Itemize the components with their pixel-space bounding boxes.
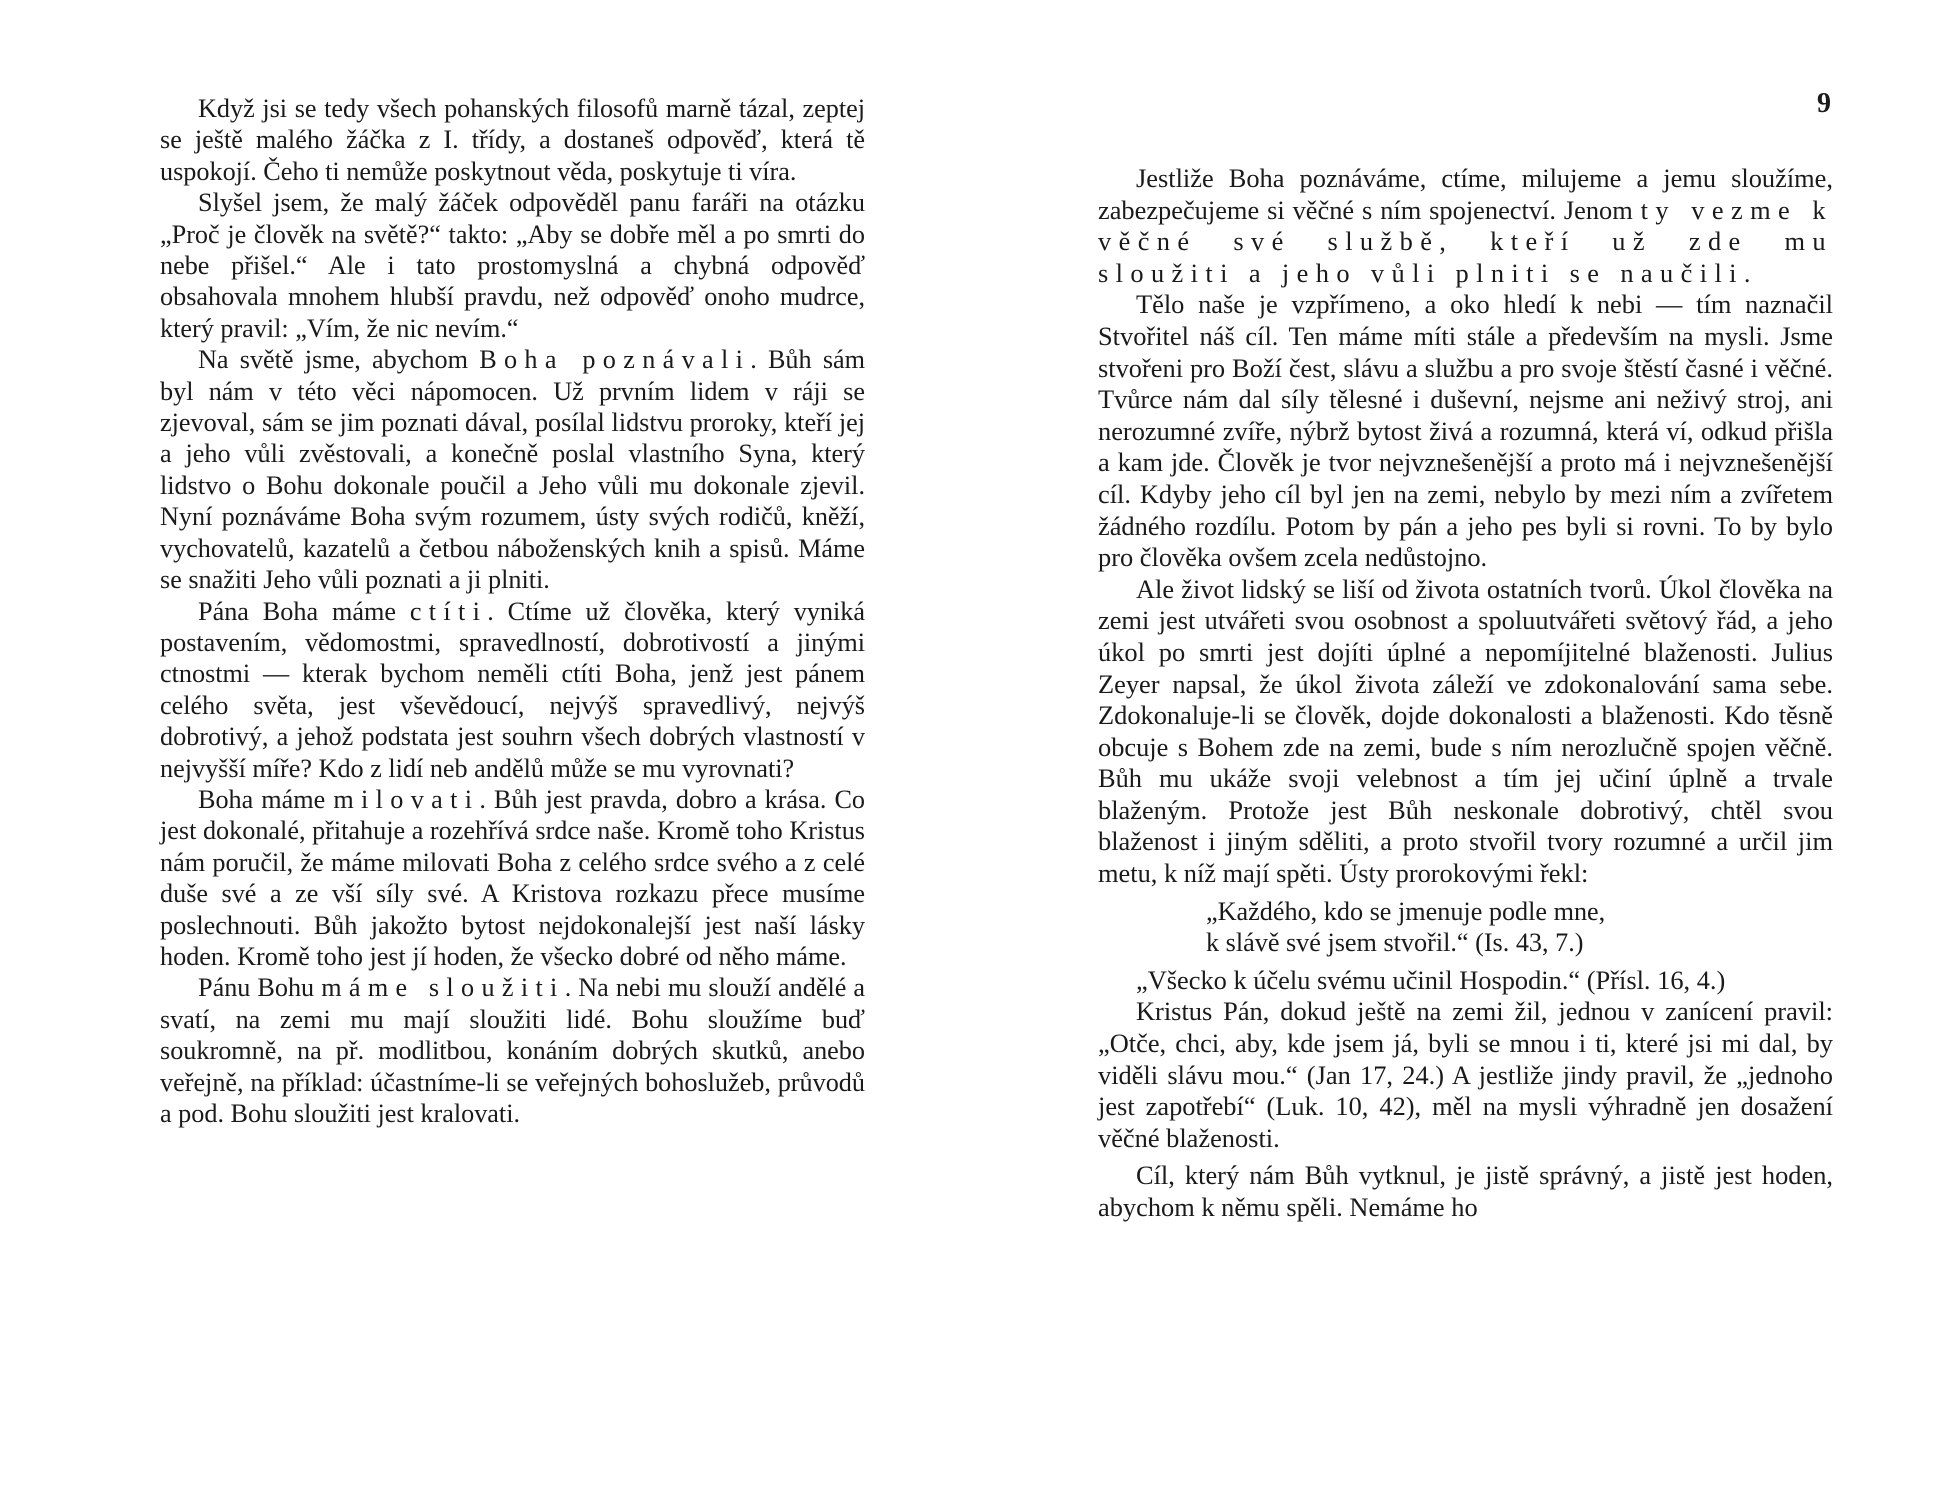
page-number: 9 [1817, 88, 1831, 119]
paragraph: Slyšel jsem, že malý žáček odpověděl panu faráři na otázku „Proč je člověk na světě?“ takto: „Aby se dobře měl a po smrti do nebe přišel.“ Ale i tato prostomyslná a chybná odpověď obsahovala mnohem hlubší pravdu, než odpověď onoho mudrce, který pravil: „Vím, že nic nevím.“ [160, 188, 865, 343]
emphasis-spaced: ty vezme k věčné své službě, kteří už zde mu sloužiti a jeho vůli plniti se naučili [1098, 194, 1833, 288]
paragraph: Tělo naše je vzpřímeno, a oko hledí k nebi — tím naznačil Stvořitel náš cíl. Ten máme míti stále a především na mysli. Jsme stvořeni pro Boží čest, slávu a službu a pro svoje štěstí časné i věčné. Tvůrce nám dal síly tělesné i duševní, nejsme ani neživý stroj, ani nerozumné zvíře, nýbrž bytost živá a rozumná, která ví, odkud přišla a kam jde. Člověk je tvor nejvznešenější a proto má i nejvznešenější cíl. Kdyby jeho cíl byl jen na zemi, nebylo by mezi ním a zvířetem žádného rozdílu. Potom by pán a jeho pes byli si rovni. To by bylo pro člověka ovšem zcela nedůstojno. [1098, 289, 1833, 573]
emphasis-spaced: ctíti [409, 596, 488, 626]
paragraph: Jestliže Boha poznáváme, ctíme, milujeme a jemu sloužíme, zabezpečujeme si věčné s ním spojenectví. Jenom ty vezme k věčné své službě, kteří už zde mu sloužiti a jeho vůli plniti se naučili. [1098, 163, 1833, 288]
paragraph: Když jsi se tedy všech pohanských filosofů marně tázal, zeptej se ještě malého žáčka z I. třídy, a dostaneš odpověď, která tě uspokojí. Čeho ti nemůže poskytnout věda, poskytuje ti víra. [160, 94, 865, 186]
paragraph: Ale život lidský se liší od života ostatních tvorů. Úkol člověka na zemi jest utvářeti svou osobnost a spoluutvářeti světový řád, a jeho úkol po smrti jest dojíti úplné a nepomíjitelné blaženosti. Julius Zeyer napsal, že úkol života záleží ve zdokonalování sama sebe. Zdokonaluje-li se člověk, dojde dokonalosti a blaženosti. Kdo těsně obcuje s Bohem zde na zemi, bude s ním nerozlučně spojen věčně. Bůh mu ukáže svoji velebnost a tím jej učiní úplně a trvale blaženým. Protože jest Bůh neskonale dobrotivý, chtěl svou blaženost i jiným sděliti, a proto stvořil tvory rozumné a určil jim metu, k níž mají spěti. Ústy prorokovými řekl: [1098, 573, 1833, 889]
emphasis-spaced: máme sloužiti [321, 973, 565, 1003]
paragraph: Na světě jsme, abychom Boha poznávali. Bůh sám byl nám v této věci nápomocen. Už prvním lidem v ráji se zjevoval, sám se jim poznati dával, posílal lidstvu proroky, kteří jej a jeho vůli zvěstovali, a konečně poslal vlastního Syna, který lidstvo o Bohu dokonale poučil a Jeho vůli mu dokonale zjevil. Nyní poznáváme Boha svým rozumem, ústy svých rodičů, kněží, vychovatelů, kazatelů a četbou náboženských knih a spisů. Máme se snažiti Jeho vůli poznati a ji plniti. [160, 345, 866, 595]
left-page [160, 0, 865, 1500]
paragraph: Kristus Pán, dokud ještě na zemi žil, jednou v zanícení pravil: „Otče, chci, aby, kde jsem já, byli se mnou i ti, které jsi mi dal, by viděli slávu mou.“ (Jan 17, 24.) A jestliže jindy pravil, že „jednoho jest zapotřebí“ (Luk. 10, 42), měl na mysli výhradně jen dosažení věčné blaženosti. [1098, 996, 1833, 1153]
paragraph: Pána Boha máme ctíti. Ctíme už člověka, který vyniká postavením, vědomostmi, spravedlností, dobrotivostí a jinými ctnostmi — kterak bychom neměli ctíti Boha, jenž jest pánem celého světa, jest vševědoucí, nejvýš spravedlivý, nejvýš dobrotivý, a jehož podstata jest souhrn všech dobrých vlastností v nejvyšší míře? Kdo z lidí neb andělů může se mu vyrovnati? [160, 596, 865, 783]
emphasis-spaced: Boha poznávali [479, 345, 751, 375]
quote-line: „Každého, kdo se jmenuje podle mne, [1206, 896, 1606, 926]
right-page-text [1098, 163, 1833, 1224]
scripture-quote [1098, 896, 1833, 959]
quote-line: k slávě své jsem stvořil.“ (Is. 43, 7.) [1206, 928, 1584, 958]
paragraph: „Všecko k účelu svému učinil Hospodin.“ (Přísl. 16, 4.) [1136, 964, 1726, 995]
right-page [1098, 0, 1833, 1500]
paragraph: Pánu Bohu máme sloužiti. Na nebi mu slouží andělé a svatí, na zemi mu mají sloužiti lidé. Bohu sloužíme buď soukromně, na př. modlitbou, konáním dobrých skutků, anebo veřejně, na příklad: účastníme-li se veřejných bohoslužeb, průvodů a pod. Bohu sloužiti jest kralovati. [160, 973, 865, 1128]
left-page-text [160, 93, 865, 1129]
paragraph: Boha máme milovati. Bůh jest pravda, dobro a krása. Co jest dokonalé, přitahuje a rozehřívá srdce naše. Kromě toho Kristus nám poručil, že máme milovati Boha z celého srdce svého a z celé duše své a ze vší síly své. A Kristova rozkazu přece musíme poslechnouti. Bůh jakožto bytost nejdokonalejší jest naší lásky hoden. Kromě toho jest jí hoden, že všecko dobré od něho máme. [160, 784, 865, 971]
emphasis-spaced: milovati [333, 784, 480, 814]
paragraph: Cíl, který nám Bůh vytknul, je jistě správný, a jistě jest hoden, abychom k němu spěli. Nemáme ho [1098, 1160, 1833, 1222]
